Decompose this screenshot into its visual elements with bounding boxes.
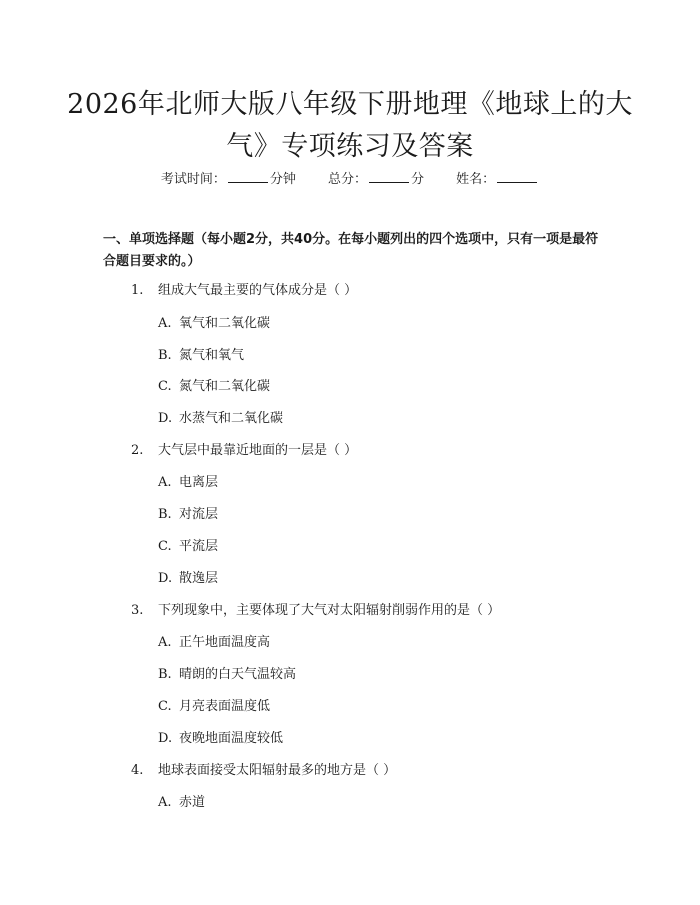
question-number: 4. (131, 763, 144, 778)
total-score-blank (369, 170, 409, 183)
option-text: 散逸层 (179, 571, 219, 586)
question-1 (131, 282, 357, 300)
question-1-option-c (158, 378, 270, 396)
option-letter: A. (158, 475, 172, 490)
option-letter: C. (158, 699, 172, 714)
option-letter: A. (158, 795, 172, 810)
question-3-option-a (158, 634, 270, 652)
question-3-option-d (158, 730, 283, 748)
total-score-label: 总分： (327, 172, 367, 187)
exam-time-label: 考试时间： (160, 172, 226, 187)
option-text: 对流层 (179, 507, 219, 522)
option-text: 赤道 (179, 795, 206, 810)
exam-time (161, 172, 300, 187)
question-2-option-c (158, 538, 218, 556)
option-text: 正午地面温度高 (179, 635, 271, 650)
option-letter: C. (158, 379, 172, 394)
question-3-option-b (158, 666, 296, 684)
student-name-label: 姓名： (456, 172, 496, 187)
exam-time-blank (228, 170, 268, 183)
option-text: 氮气和氧气 (179, 348, 245, 363)
option-text: 夜晚地面温度较低 (179, 731, 284, 746)
question-2-option-d (158, 570, 218, 588)
option-letter: D. (158, 731, 173, 746)
option-text: 氧气和二氧化碳 (179, 316, 271, 331)
option-letter: D. (158, 411, 173, 426)
option-letter: A. (158, 635, 172, 650)
question-text: 大气层中最靠近地面的一层是（ ） (158, 443, 358, 458)
total-score-unit: 分 (411, 172, 425, 187)
question-number: 2. (131, 443, 144, 458)
question-text: 组成大气最主要的气体成分是（ ） (158, 283, 358, 298)
option-letter: B. (158, 507, 172, 522)
question-4 (131, 762, 396, 780)
question-2-option-b (158, 506, 218, 524)
option-text: 月亮表面温度低 (179, 699, 271, 714)
question-2 (131, 442, 357, 460)
option-text: 氮气和二氧化碳 (179, 379, 271, 394)
option-text: 晴朗的白天气温较高 (179, 667, 297, 682)
exam-time-unit: 分钟 (269, 172, 296, 187)
option-text: 电离层 (179, 475, 219, 490)
section-heading: 一、单项选择题（每小题2分，共40分。在每小题列出的四个选项中，只有一项是最符合题目要求的。） (103, 232, 599, 269)
question-3-option-c (158, 698, 270, 716)
question-1-option-b (158, 347, 244, 365)
option-letter: C. (158, 539, 172, 554)
option-letter: B. (158, 348, 172, 363)
option-letter: D. (158, 571, 173, 586)
question-3 (131, 602, 500, 620)
option-letter: B. (158, 667, 172, 682)
document-title: 2026年北师大版八年级下册地理《地球上的大气》专项练习及答案 (67, 89, 633, 162)
exam-meta (0, 170, 700, 189)
question-1-option-a (158, 315, 270, 333)
student-name-blank (497, 170, 537, 183)
question-number: 3. (131, 603, 144, 618)
question-4-option-a (158, 794, 205, 812)
option-text: 平流层 (179, 539, 219, 554)
total-score (328, 172, 428, 187)
option-letter: A. (158, 316, 172, 331)
question-text: 下列现象中，主要体现了大气对太阳辐射削弱作用的是（ ） (158, 603, 501, 618)
question-2-option-a (158, 474, 218, 492)
student-name (456, 172, 539, 187)
question-text: 地球表面接受太阳辐射最多的地方是（ ） (158, 763, 397, 778)
question-1-option-d (158, 410, 283, 428)
option-text: 水蒸气和二氧化碳 (179, 411, 284, 426)
question-number: 1. (131, 283, 144, 298)
